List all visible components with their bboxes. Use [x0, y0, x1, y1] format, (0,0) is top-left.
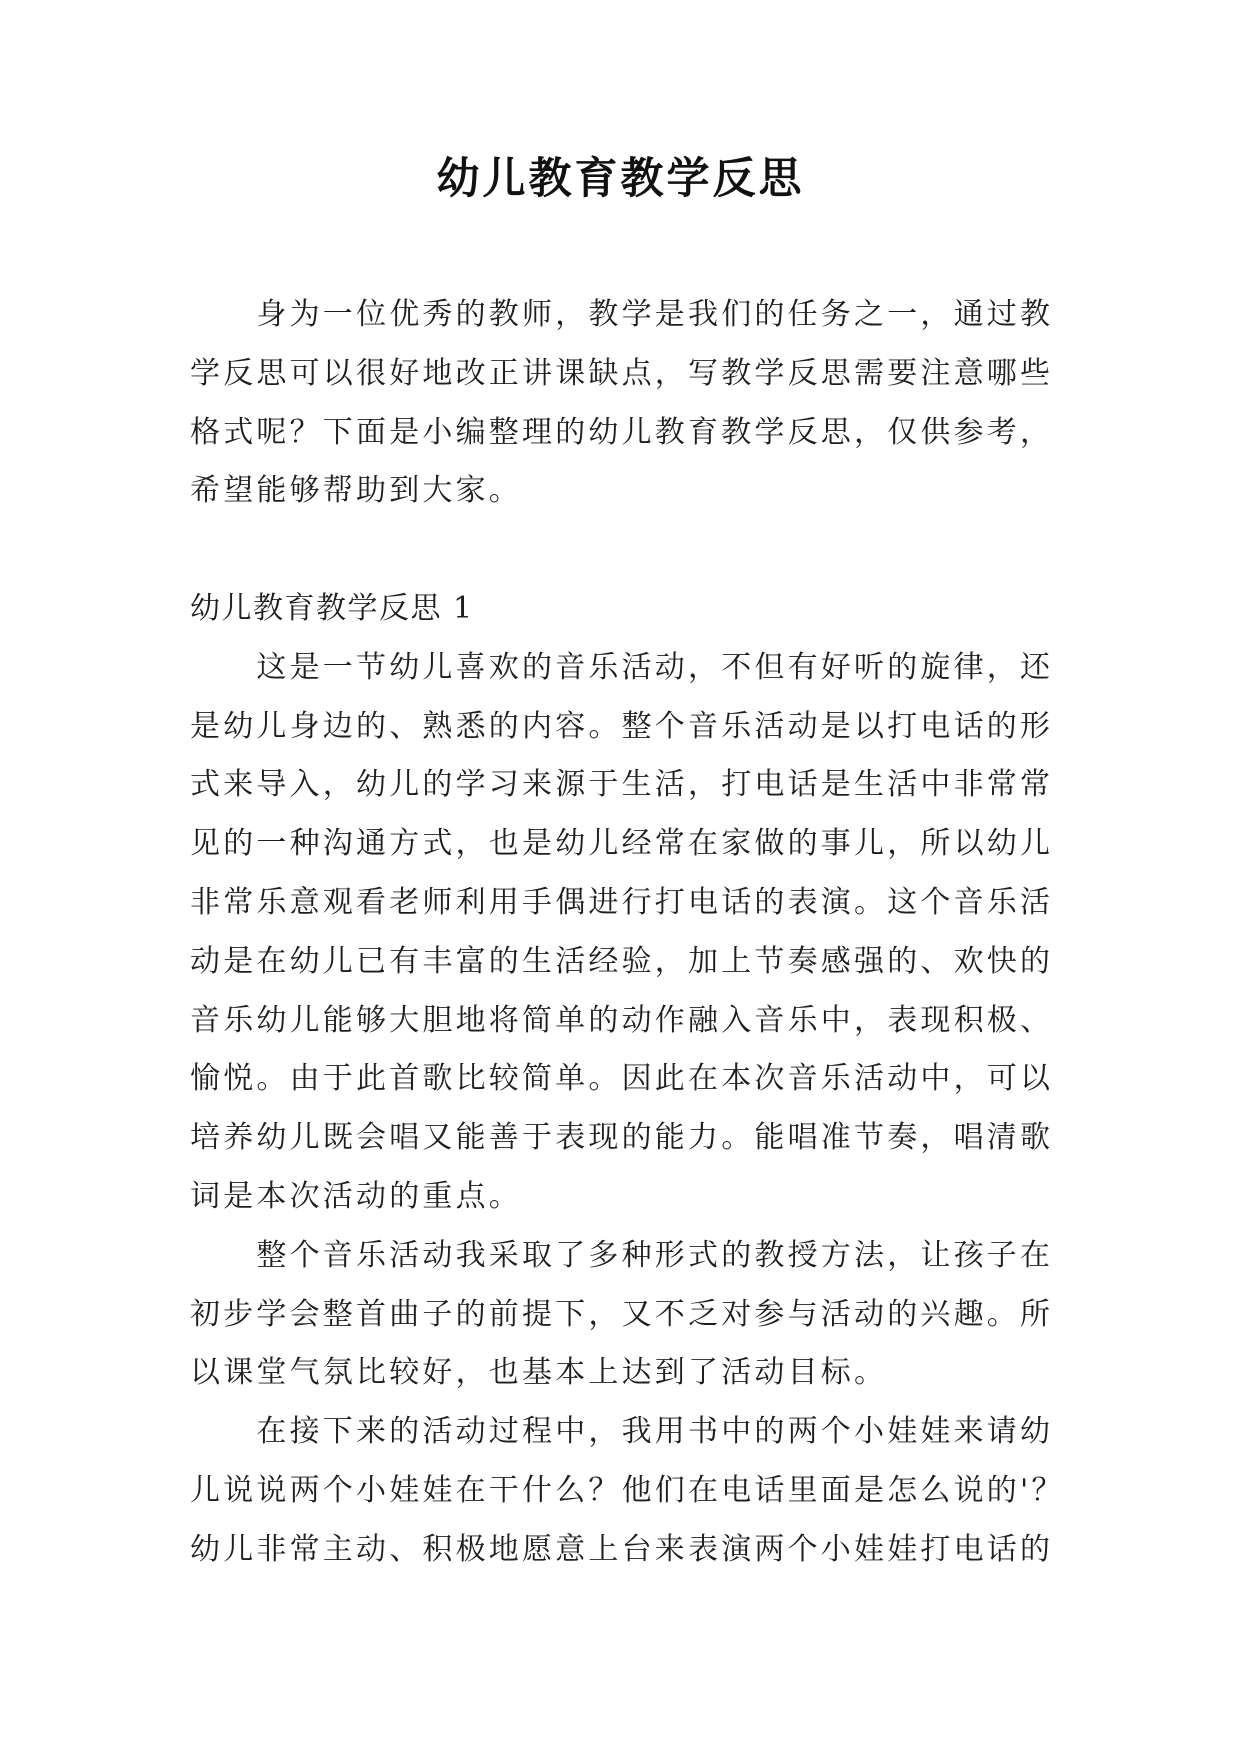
- paragraph-line: 幼儿非常主动、积极地愿意上台来表演两个小娃娃打电话的: [190, 1531, 1054, 1567]
- paragraph-line: 式来导入，幼儿的学习来源于生活，打电话是生活中非常常: [190, 767, 1054, 803]
- paragraph-line: 整个音乐活动我采取了多种形式的教授方法，让孩子在: [256, 1237, 1054, 1273]
- paragraph-line: 培养幼儿既会唱又能善于表现的能力。能唱准节奏，唱清歌: [190, 1120, 1054, 1156]
- paragraph-line: 身为一位优秀的教师，教学是我们的任务之一，通过教: [256, 297, 1054, 332]
- paragraph-line: 希望能够帮助到大家。: [190, 473, 522, 509]
- paragraph-line: 动是在幼儿已有丰富的生活经验，加上节奏感强的、欢快的: [190, 943, 1054, 979]
- paragraph-line: 音乐幼儿能够大胆地将简单的动作融入音乐中，表现积极、: [190, 1002, 1054, 1038]
- paragraph-line: 非常乐意观看老师利用手偶进行打电话的表演。这个音乐活: [190, 884, 1054, 920]
- paragraph-line: 儿说说两个小娃娃在干什么？他们在电话里面是怎么说的'？: [190, 1472, 1065, 1508]
- body-paragraph: [190, 639, 1070, 1227]
- body-paragraph: [190, 1403, 1070, 1579]
- intro-paragraph: [190, 286, 1070, 521]
- paragraph-line: 学反思可以很好地改正讲课缺点，写教学反思需要注意哪些: [190, 355, 1054, 391]
- body-paragraph: [190, 1227, 1070, 1403]
- section-heading: 幼儿教育教学反思 1: [190, 590, 474, 626]
- paragraph-line: 见的一种沟通方式，也是幼儿经常在家做的事儿，所以幼儿: [190, 826, 1054, 862]
- document-body: [190, 286, 1070, 1580]
- paragraph-line: 初步学会整首曲子的前提下，又不乏对参与活动的兴趣。所: [190, 1296, 1054, 1332]
- paragraph-line: 是幼儿身边的、熟悉的内容。整个音乐活动是以打电话的形: [190, 708, 1054, 744]
- paragraph-spacer: [190, 521, 1070, 580]
- paragraph-line: 词是本次活动的重点。: [190, 1178, 522, 1214]
- paragraph-line: 以课堂气氛比较好，也基本上达到了活动目标。: [190, 1355, 888, 1391]
- paragraph-line: 在接下来的活动过程中，我用书中的两个小娃娃来请幼: [256, 1414, 1054, 1450]
- paragraph-line: 格式呢？下面是小编整理的幼儿教育教学反思，仅供参考，: [190, 414, 1054, 450]
- paragraph-line: 愉悦。由于此首歌比较简单。因此在本次音乐活动中，可以: [190, 1061, 1054, 1097]
- paragraph-line: 这是一节幼儿喜欢的音乐活动，不但有好听的旋律，还: [256, 649, 1054, 685]
- document-title: 幼儿教育教学反思: [436, 154, 805, 204]
